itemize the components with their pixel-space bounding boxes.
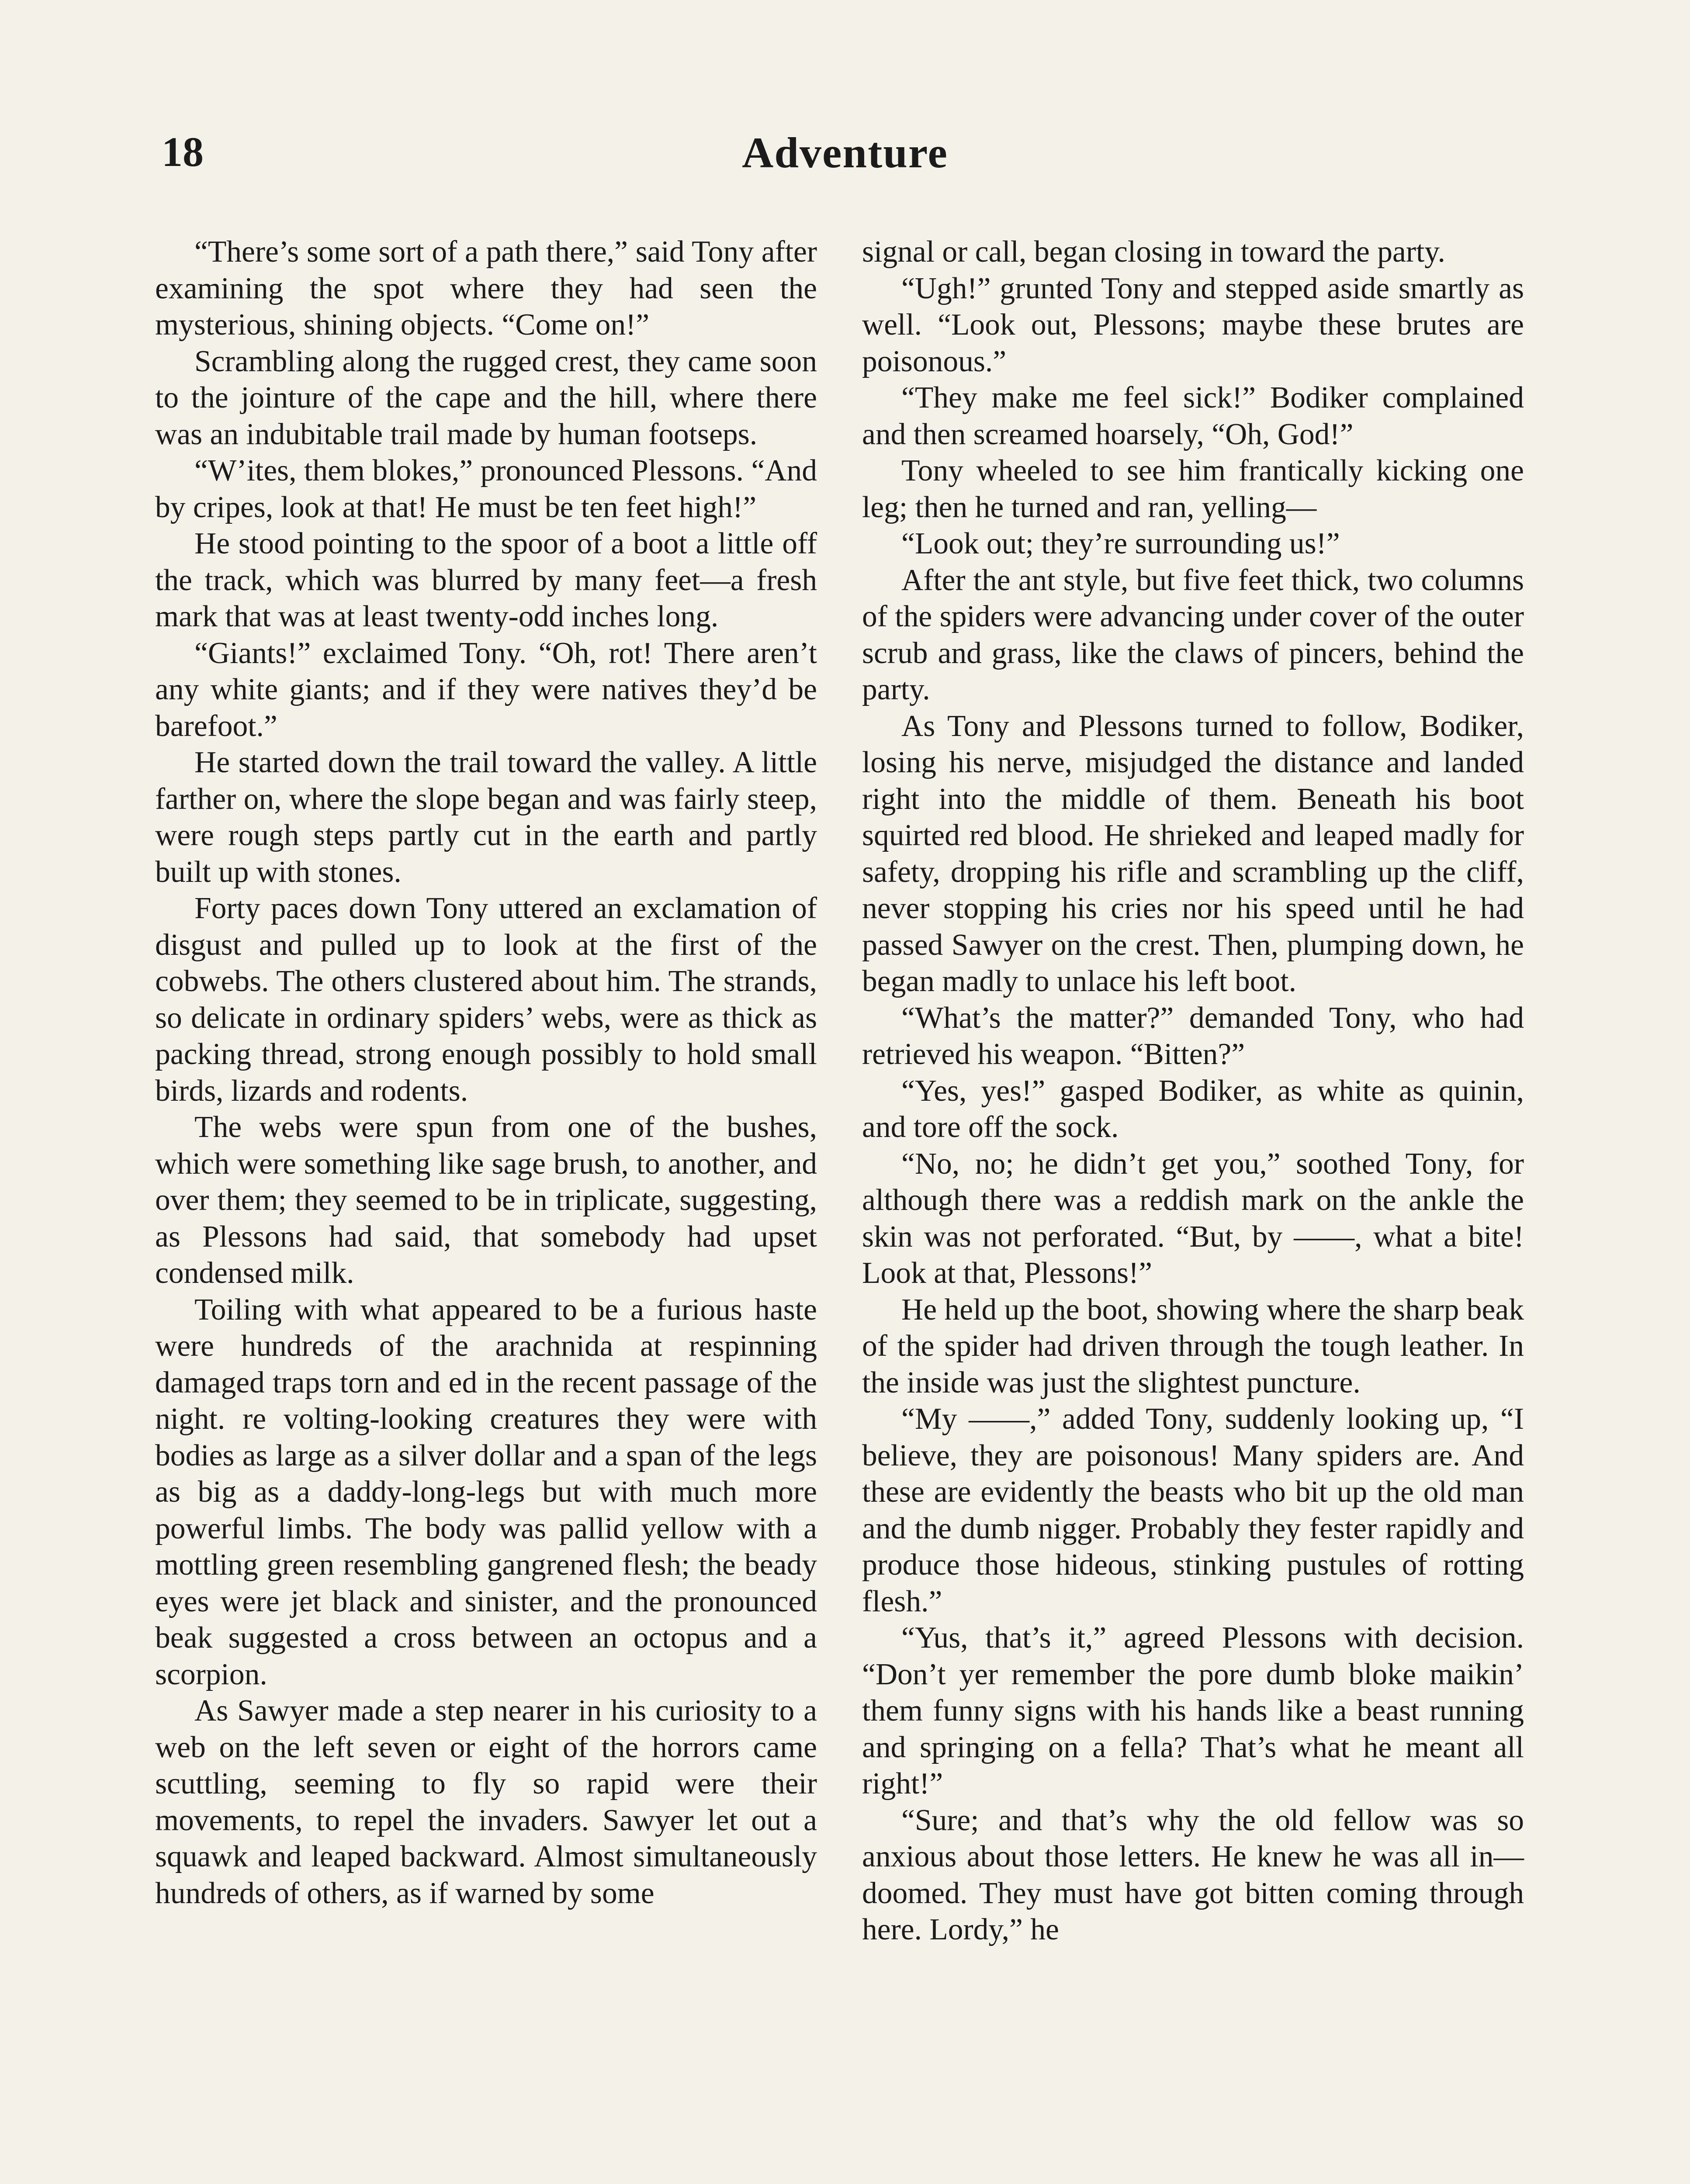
paragraph: Scrambling along the rugged crest, they came soon to the jointure of the cape and the hill, where there was an indubitable trail made by human footseps. (155, 344, 817, 451)
paragraph: He stood pointing to the spoor of a boot a little off the track, which was blurred by many feet—a fresh mark that was at least twenty-odd inches long. (155, 527, 817, 633)
paragraph: He started down the trail toward the valley. A little farther on, where the slope began and was fairly steep, were rough steps partly cut in the earth and partly built up with stones. (155, 746, 817, 889)
running-head-title: Adventure (742, 128, 948, 177)
paragraph: “What’s the matter?” demanded Tony, who had retrieved his weapon. “Bitten?” (862, 1001, 1524, 1071)
paragraph: “W’ites, them blokes,” pronounced Plessons. “And by cripes, look at that! He must be ten feet high!” (155, 454, 817, 524)
paragraph-continuation: signal or call, began closing in toward the party. (862, 235, 1445, 269)
paragraph: “They make me feel sick!” Bodiker complained and then screamed hoarsely, “Oh, God!” (862, 381, 1524, 451)
paragraph: “Sure; and that’s why the old fellow was so anxious about those letters. He knew he was all in—doomed. They must have got bitten coming through here. Lordy,” he (862, 1803, 1524, 1946)
paragraph: After the ant style, but five feet thick, two columns of the spiders were advancing under cover of the outer scrub and grass, like the claws of pincers, behind the party. (862, 563, 1524, 706)
paragraph: As Sawyer made a step nearer in his curiosity to a web on the left seven or eight of the horrors came scuttling, seeming to fly so rapid were their movements, to repel the invaders. Sawyer let out a squawk and leaped backward. Almost simultaneously hundreds of others, as if warned by some (155, 1694, 817, 1910)
left-column (155, 234, 817, 1911)
page-number: 18 (162, 128, 204, 175)
paragraph: He held up the boot, showing where the sharp beak of the spider had driven through the tough leather. In the inside was just the slightest puncture. (862, 1292, 1524, 1400)
paragraph: Tony wheeled to see him frantically kicking one leg; then he turned and ran, yelling— (862, 454, 1524, 524)
paragraph: As Tony and Plessons turned to follow, Bodiker, losing his nerve, misjudged the distance and landed right into the middle of them. Beneath his boot squirted red blood. He shrieked and leaped madly for safety, dropping his rifle and scrambling up the cliff, never stopping his cries nor his speed until he had passed Sawyer on the crest. Then, plumping down, he began madly to unlace his left boot. (862, 709, 1524, 998)
paragraph: “My ——,” added Tony, suddenly looking up, “I believe, they are poisonous! Many spiders are. And these are evidently the beasts who bit up the old man and the dumb nigger. Probably they fester rapidly and produce those hideous, stinking pustules of rotting flesh.” (862, 1402, 1524, 1618)
paragraph: “Yus, that’s it,” agreed Plessons with decision. “Don’t yer remember the pore dumb bloke maikin’ them funny signs with his hands like a beast running and springing on a fella? That’s what he meant all right!” (862, 1621, 1524, 1800)
paragraph: “No, no; he didn’t get you,” soothed Tony, for although there was a reddish mark on the ankle the skin was not perforated. “But, by ——, what a bite! Look at that, Plessons!” (862, 1147, 1524, 1290)
paragraph: “Giants!” exclaimed Tony. “Oh, rot! There aren’t any white giants; and if they were natives they’d be barefoot.” (155, 636, 817, 743)
paragraph: “There’s some sort of a path there,” said Tony after examining the spot where they had seen the mysterious, shining objects. “Come on!” (155, 235, 817, 342)
paragraph: “Yes, yes!” gasped Bodiker, as white as quinin, and tore off the sock. (862, 1074, 1524, 1144)
paragraph: “Look out; they’re surrounding us!” (901, 527, 1340, 560)
paragraph: Toiling with what appeared to be a furious haste were hundreds of the arachnida at respinning damaged traps torn and ed in the recent passage of the night. re volting-looking creatures they were with bodies as large as a silver dollar and a span of the legs as big as a daddy-long-legs but with much more powerful limbs. The body was pallid yellow with a mottling green resembling gangrened flesh; the beady eyes were jet black and sinister, and the pronounced beak suggested a cross between an octopus and a scorpion. (155, 1292, 817, 1691)
paragraph: Forty paces down Tony uttered an exclamation of disgust and pulled up to look at the first of the cobwebs. The others clustered about him. The strands, so delicate in ordinary spiders’ webs, were as thick as packing thread, strong enough possibly to hold small birds, lizards and rodents. (155, 892, 817, 1108)
paragraph: The webs were spun from one of the bushes, which were something like sage brush, to another, and over them; they seemed to be in triplicate, suggesting, as Plessons had said, that somebody had upset condensed milk. (155, 1110, 817, 1290)
paragraph: “Ugh!” grunted Tony and stepped aside smartly as well. “Look out, Plessons; maybe these brutes are poisonous.” (862, 271, 1524, 378)
right-column (862, 234, 1524, 1948)
